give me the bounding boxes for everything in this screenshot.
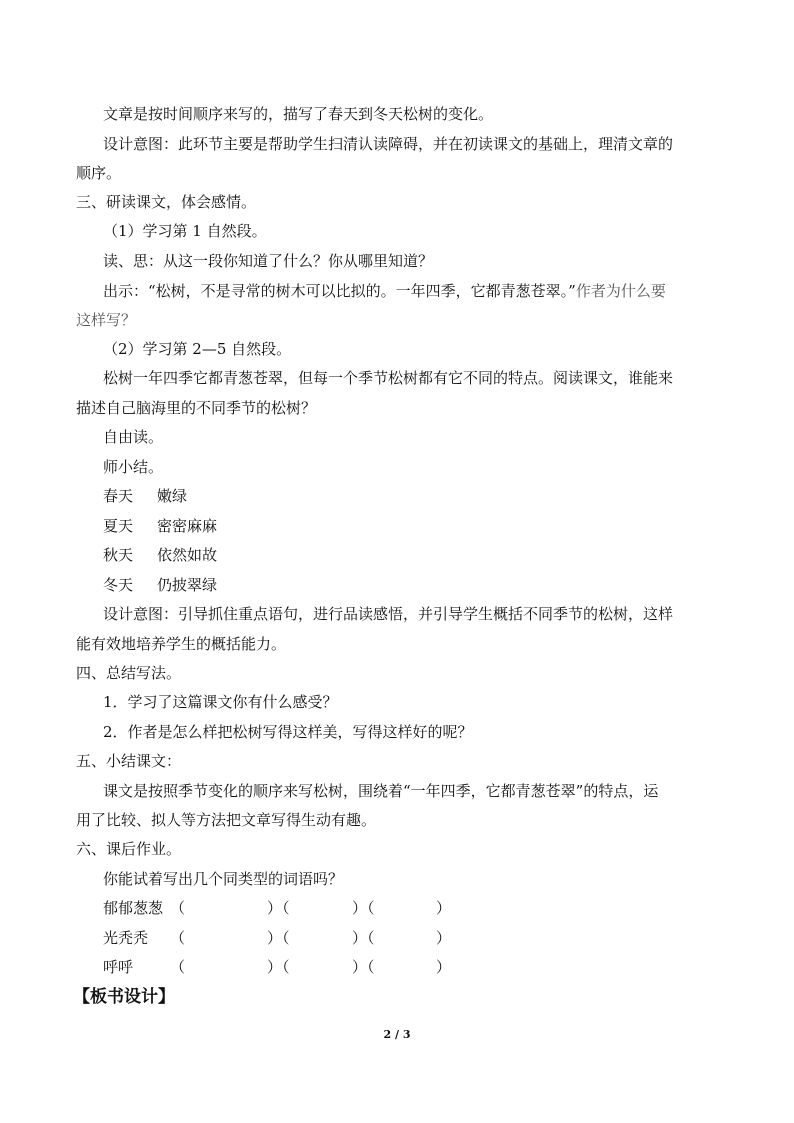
bracket-close: ）: [267, 929, 283, 947]
section-heading-3: 三、研读课文，体会感情。: [76, 193, 257, 211]
bracket-close: ）: [267, 899, 283, 917]
season-name: 夏天: [103, 517, 134, 535]
blank-close: ）: [436, 958, 452, 976]
blank-close-open: [352, 928, 375, 948]
design-intent-2: 设计意图：引导抓住重点语句，进行品读感悟，并引导学生概括不同季节的松树，这样: [103, 605, 674, 623]
bracket-close: ）: [352, 899, 368, 917]
blank-close-open: [267, 898, 290, 918]
bracket-open: （: [282, 958, 290, 976]
board-design-title: 【板书设计】: [73, 987, 175, 1007]
blank-close: ）: [436, 899, 452, 917]
blank-close-open: [267, 957, 290, 977]
bracket-close: ）: [352, 958, 368, 976]
question-2: 2．作者是怎么样把松树写得这样美，写得这样好的呢？: [103, 723, 473, 741]
season-trait: 仍披翠绿: [157, 576, 218, 594]
exercise-word: 光秃秃: [103, 929, 149, 947]
season-row: [103, 575, 217, 595]
season-row: [103, 545, 217, 565]
show-quote: [103, 281, 666, 301]
design-intent-1: 设计意图：此环节主要是帮助学生扫清认读障碍，并在初读课文的基础上，理清文章的: [103, 135, 674, 153]
section-heading-5: 五、小结课文：: [76, 752, 182, 770]
season-name: 冬天: [103, 576, 134, 594]
blank-close-open: [352, 957, 375, 977]
blank-open: （: [170, 899, 186, 917]
season-trait: 密密麻麻: [157, 517, 218, 535]
section-heading-4: 四、总结写法。: [76, 664, 182, 682]
read-think: 读、思：从这一段你知道了什么？你从哪里知道？: [103, 252, 434, 270]
free-reading: 自由读。: [103, 428, 164, 446]
design-intent-1-cont: 顺序。: [76, 164, 122, 182]
season-name: 秋天: [103, 546, 134, 564]
teacher-summary: 师小结。: [103, 458, 164, 476]
blank-open: （: [170, 929, 186, 947]
season-row: [103, 486, 187, 506]
show-quote-cont: 这样写？: [76, 311, 137, 329]
paragraph-order: 文章是按时间顺序来写的，描写了春天到冬天松树的变化。: [103, 105, 494, 123]
season-trait: 依然如故: [157, 546, 218, 564]
exercise-word: 郁郁葱葱: [103, 899, 164, 917]
bracket-close: ）: [267, 958, 283, 976]
pine-paragraph-cont: 描述自己脑海里的不同季节的松树？: [76, 399, 317, 417]
subsection-2: （2）学习第 2—5 自然段。: [103, 340, 292, 358]
show-quote-question: 作者为什么要: [575, 282, 666, 300]
design-intent-2-cont: 能有效地培养学生的概括能力。: [76, 635, 287, 653]
section-heading-6: 六、课后作业。: [76, 840, 182, 858]
bracket-open: （: [367, 958, 375, 976]
bracket-open: （: [282, 929, 290, 947]
blank-close-open: [267, 928, 290, 948]
page-number: 2 / 3: [383, 1028, 411, 1041]
bracket-open: （: [367, 929, 375, 947]
blank-close-open: [352, 898, 375, 918]
blank-open: （: [170, 958, 186, 976]
bracket-close: ）: [352, 929, 368, 947]
conclusion: 课文是按照季节变化的顺序来写松树，围绕着“一年四季，它都青葱苍翠”的特点，运: [103, 782, 659, 800]
pine-paragraph: 松树一年四季它都青葱苍翠，但每一个季节松树都有它不同的特点。阅读课文，谁能来: [103, 369, 674, 387]
conclusion-cont: 用了比较、拟人等方法把文章写得生动有趣。: [76, 811, 377, 829]
bracket-open: （: [282, 899, 290, 917]
season-row: [103, 516, 217, 536]
bracket-open: （: [367, 899, 375, 917]
homework-prompt: 你能试着写出几个同类型的词语吗？: [103, 870, 344, 888]
exercise-word: 呼呼: [103, 958, 134, 976]
season-trait: 嫩绿: [157, 487, 188, 505]
subsection-1: （1）学习第 1 自然段。: [103, 222, 267, 240]
question-1: 1．学习了这篇课文你有什么感受？: [103, 693, 338, 711]
show-quote-text: 出示：“松树，不是寻常的树木可以比拟的。一年四季，它都青葱苍翠。”: [103, 282, 576, 300]
blank-close: ）: [436, 929, 452, 947]
season-name: 春天: [103, 487, 134, 505]
